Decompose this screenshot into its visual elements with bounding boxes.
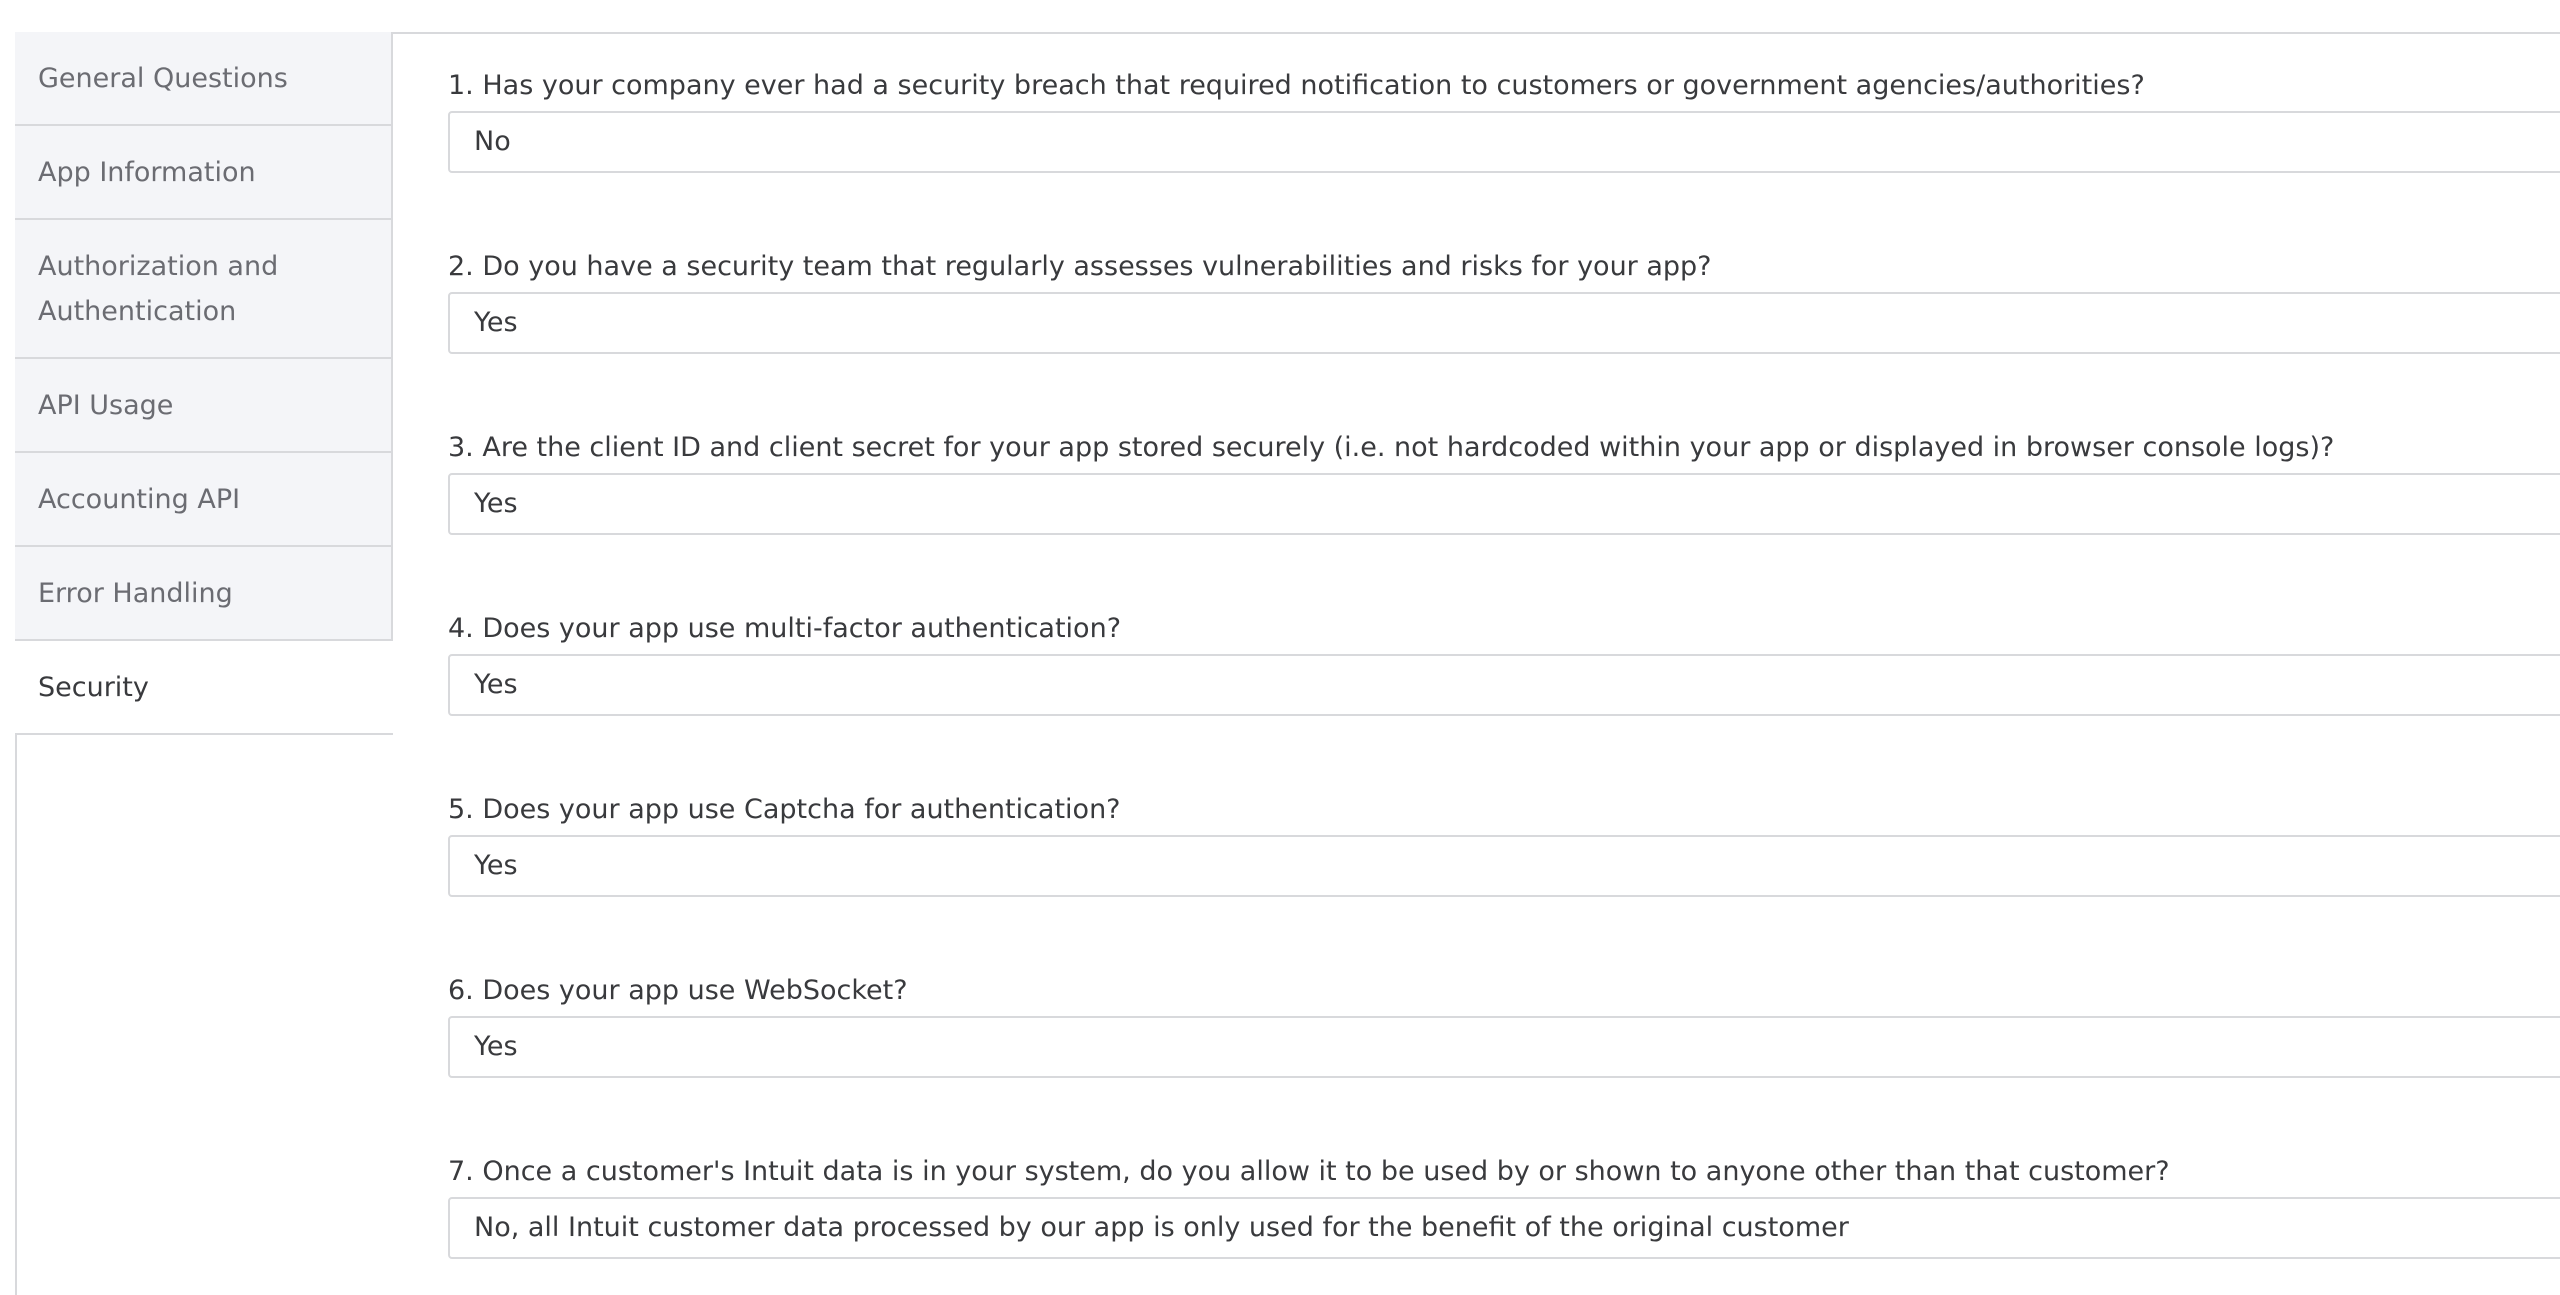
sidebar-item-label: API Usage xyxy=(38,389,174,421)
sidebar-item-accounting-api[interactable] xyxy=(15,453,393,547)
sidebar-nav xyxy=(15,32,393,735)
sidebar-item-authorization-authentication[interactable] xyxy=(15,220,393,359)
question-label: 4. Does your app use multi-factor authentication? xyxy=(448,613,1122,644)
answer-field[interactable]: No, all Intuit customer data processed by our app is only used for the benefit of the original customer xyxy=(448,1197,2560,1259)
question-label: 7. Once a customer's Intuit data is in your system, do you allow it to be used by or shown to anyone other than that customer? xyxy=(448,1156,2170,1187)
question-label: 3. Are the client ID and client secret for your app stored securely (i.e. not hardcoded within your app or displayed in browser console logs)? xyxy=(448,432,2335,463)
answer-field[interactable]: Yes xyxy=(448,292,2560,354)
question-6 xyxy=(448,971,2560,1078)
question-3 xyxy=(448,428,2560,535)
answer-field[interactable]: Yes xyxy=(448,654,2560,716)
sidebar-item-label: Error Handling xyxy=(38,577,233,609)
question-2 xyxy=(448,247,2560,354)
question-7 xyxy=(448,1152,2560,1259)
sidebar-item-label: App Information xyxy=(38,156,256,188)
answer-field[interactable]: Yes xyxy=(448,835,2560,897)
sidebar-item-label: Security xyxy=(38,671,149,703)
question-1 xyxy=(448,66,2560,173)
sidebar-item-api-usage[interactable] xyxy=(15,359,393,453)
sidebar-item-label: Accounting API xyxy=(38,483,241,515)
answer-field[interactable]: Yes xyxy=(448,473,2560,535)
question-label: 2. Do you have a security team that regularly assesses vulnerabilities and risks for your app? xyxy=(448,251,1712,282)
sidebar-item-label: Authorization and Authentication xyxy=(38,250,279,327)
question-4 xyxy=(448,609,2560,716)
sidebar-item-security[interactable] xyxy=(15,641,393,735)
answer-field[interactable]: Yes xyxy=(448,1016,2560,1078)
answer-field[interactable]: No xyxy=(448,111,2560,173)
question-5 xyxy=(448,790,2560,897)
sidebar-item-error-handling[interactable] xyxy=(15,547,393,641)
sidebar-item-app-information[interactable] xyxy=(15,126,393,220)
question-label: 6. Does your app use WebSocket? xyxy=(448,975,908,1006)
sidebar-item-label: General Questions xyxy=(38,62,288,94)
question-label: 5. Does your app use Captcha for authentication? xyxy=(448,794,1121,825)
question-label: 1. Has your company ever had a security breach that required notification to customers or government agencies/authorities? xyxy=(448,70,2145,101)
sidebar-item-general-questions[interactable] xyxy=(15,32,393,126)
